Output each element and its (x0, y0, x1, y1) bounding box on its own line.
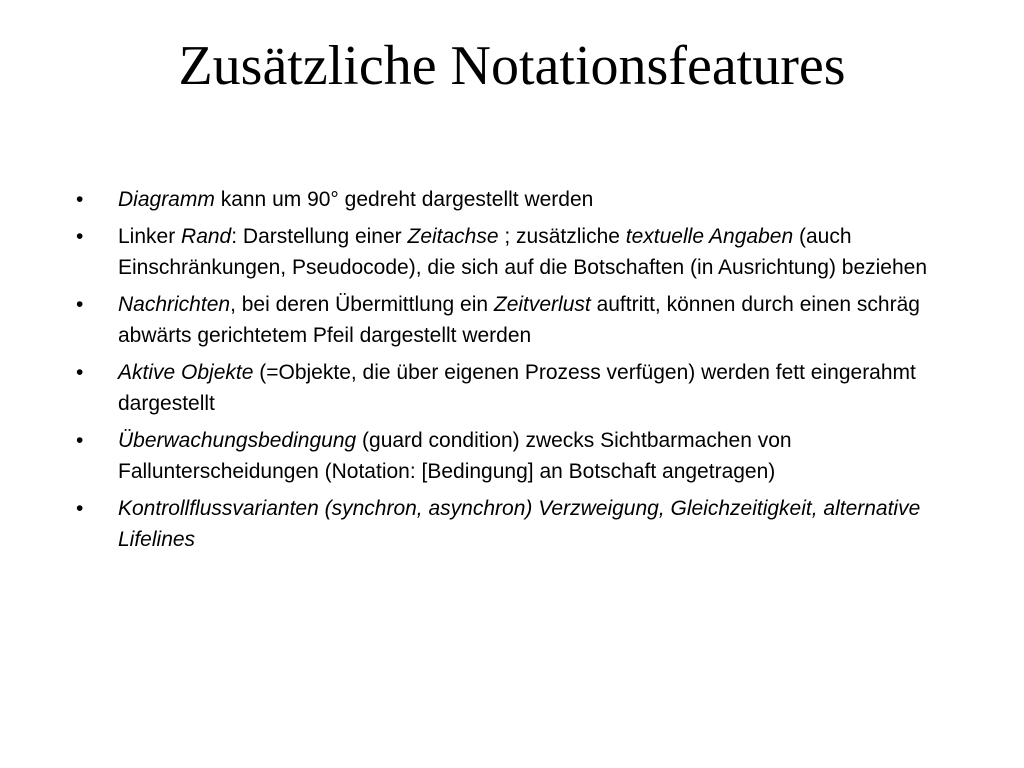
bullet-text-segment: Zeitverlust (493, 293, 591, 316)
bullet-item (76, 425, 936, 487)
bullet-symbol: • (76, 497, 84, 520)
bullet-text-segment: (guard condition) zwecks Sichtbarmachen von Fallunterscheidungen (Notation: [Bedingung] an Botschaft angetragen) (118, 429, 792, 483)
bullet-text-segment: Linker (118, 225, 182, 248)
bullet-text-segment: Rand (181, 225, 232, 248)
bullet-item (76, 289, 936, 351)
bullet-text (118, 497, 920, 551)
bullet-text-segment: Kontrollflussvarianten (synchron, asynchron) Verzweigung, Gleichzeitigkeit, alternative Lifelines (118, 497, 921, 551)
bullet-symbol: • (76, 225, 84, 248)
bullet-item (76, 357, 936, 419)
bullet-text-segment: textuelle Angaben (625, 225, 794, 248)
bullet-item (76, 221, 936, 283)
bullet-text-segment: (auch Einschränkungen, Pseudocode), die sich auf die Botschaften (in Ausrichtung) beziehen (118, 225, 928, 279)
bullet-text-segment: Überwachungsbedingung (118, 429, 357, 452)
bullet-text (118, 188, 593, 211)
bullet-symbol: • (76, 361, 84, 384)
bullet-text (118, 293, 920, 347)
bullet-list (76, 184, 936, 561)
bullet-symbol: • (76, 293, 84, 316)
bullet-text-segment: auftritt, können durch einen schräg abwärts gerichtetem Pfeil dargestellt werden (118, 293, 920, 347)
bullet-text (118, 361, 916, 415)
slide-title: Zusätzliche Notationsfeatures (178, 35, 846, 97)
bullet-text-segment: Nachrichten (118, 293, 231, 316)
bullet-text-segment: Zeitachse (407, 225, 499, 248)
bullet-text-segment: : Darstellung einer (231, 225, 408, 248)
bullet-text-segment: Diagramm (118, 188, 215, 211)
bullet-item (76, 493, 936, 555)
bullet-text (118, 429, 792, 483)
bullet-text-segment: (=Objekte, die über eigenen Prozess verfügen) werden fett eingerahmt dargestellt (118, 361, 916, 415)
bullet-text-segment: kann um 90° gedreht dargestellt werden (214, 188, 594, 211)
bullet-text (118, 225, 927, 279)
bullet-item (76, 184, 936, 215)
bullet-text-segment: ; zusätzliche (498, 225, 626, 248)
bullet-symbol: • (76, 188, 84, 211)
bullet-text-segment: Aktive Objekte (118, 361, 254, 384)
bullet-text-segment: , bei deren Übermittlung ein (230, 293, 494, 316)
bullet-symbol: • (76, 429, 84, 452)
